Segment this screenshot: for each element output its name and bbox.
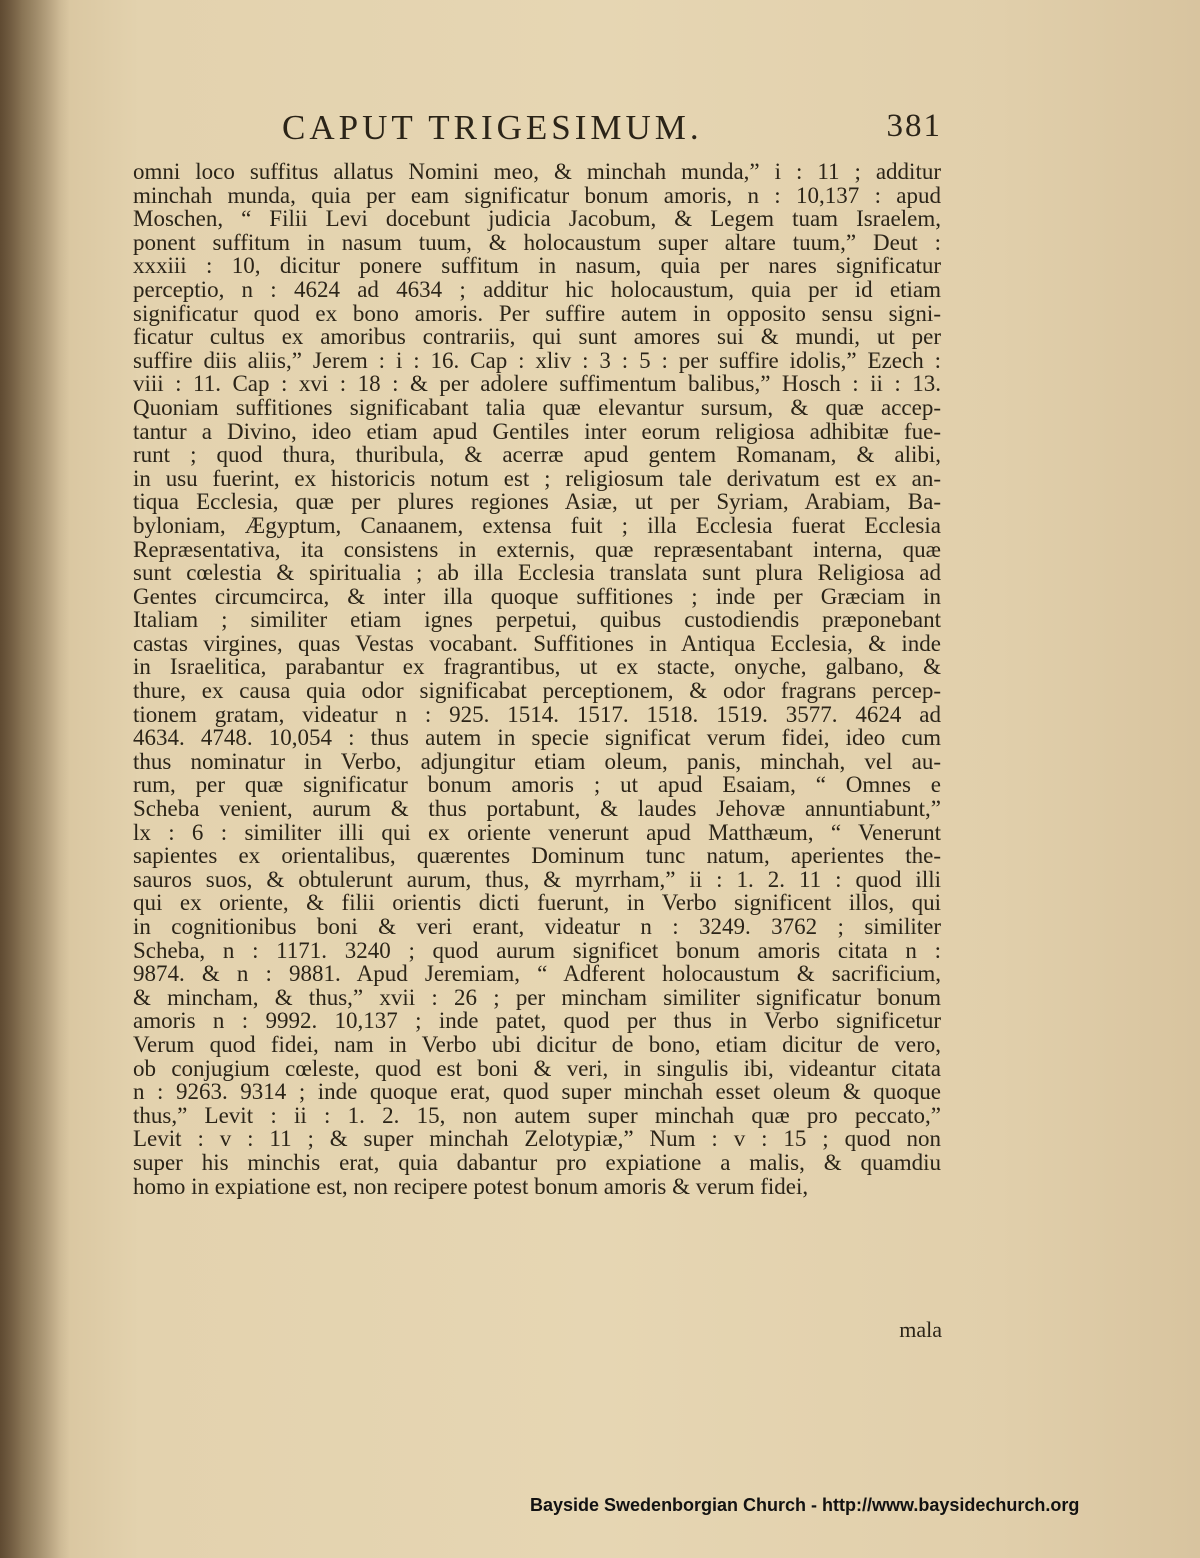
text-line: 4634. 4748. 10,054 : thus autem in specie significat verum fidei, ideo cum xyxy=(133,725,941,751)
text-line: tiqua Ecclesia, quæ per plures regiones Asiæ, ut per Syriam, Arabiam, Ba- xyxy=(133,489,941,515)
text-line: ob conjugium cœleste, quod est boni & veri, in singulis ibi, videantur citata xyxy=(133,1055,941,1081)
text-line: sunt cœlestia & spiritualia ; ab illa Ecclesia translata sunt plura Religiosa ad xyxy=(133,560,941,586)
text-line: suffire diis aliis,” Jerem : i : 16. Cap : xliv : 3 : 5 : per suffire idolis,” Ezech : xyxy=(133,347,941,373)
text-line: Scheba venient, aurum & thus portabunt, & laudes Jehovæ annuntiabunt,” xyxy=(133,796,941,822)
text-line: sauros suos, & obtulerunt aurum, thus, & myrrham,” ii : 1. 2. 11 : quod illi xyxy=(133,866,941,892)
text-line: castas virgines, quas Vestas vocabant. Suffitiones in Antiqua Ecclesia, & inde xyxy=(133,630,941,656)
text-line: Scheba, n : 1171. 3240 ; quod aurum significet bonum amoris citata n : xyxy=(133,937,941,963)
text-line: omni loco suffitus allatus Nomini meo, & minchah munda,” i : 11 ; additur xyxy=(133,159,941,184)
text-line: viii : 11. Cap : xvi : 18 : & per adolere suffimentum balibus,” Hosch : ii : 13. xyxy=(133,371,941,397)
text-line: thus nominatur in Verbo, adjungitur etiam oleum, panis, minchah, vel au- xyxy=(133,748,941,774)
text-line: Levit : v : 11 ; & super minchah Zelotypiæ,” Num : v : 15 ; quod non xyxy=(133,1126,941,1152)
text-line: super his minchis erat, quia dabantur pro expiatione a malis, & quamdiu xyxy=(133,1149,941,1175)
text-line: rum, per quæ significatur bonum amoris ; ut apud Esaiam, “ Omnes e xyxy=(133,772,941,798)
text-line: thure, ex causa quia odor significabat perceptionem, & odor fragrans percep- xyxy=(133,678,941,704)
running-title: CAPUT TRIGESIMUM. xyxy=(282,108,703,147)
text-line: in Israelitica, parabantur ex fragrantibus, ut ex stacte, onyche, galbano, & xyxy=(133,654,941,680)
text-line: tantur a Divino, ideo etiam apud Gentiles inter eorum religiosa adhibitæ fue- xyxy=(133,418,941,444)
text-line: lx : 6 : similiter illi qui ex oriente venerunt apud Matthæum, “ Venerunt xyxy=(133,819,941,845)
catchword: mala xyxy=(899,1317,942,1342)
running-head xyxy=(282,108,942,158)
text-line: qui ex oriente, & filii orientis dicti fuerunt, in Verbo significent illos, qui xyxy=(133,890,941,916)
text-line: Italiam ; similiter etiam ignes perpetui, quibus custodiendis præponebant xyxy=(133,607,941,633)
text-line: Repræsentativa, ita consistens in externis, quæ repræsentabant interna, quæ xyxy=(133,536,941,562)
watermark-text: Bayside Swedenborgian Church - http://www.baysidechurch.org xyxy=(530,1495,1080,1515)
text-line: Verum quod fidei, nam in Verbo ubi dicitur de bono, etiam dicitur de vero, xyxy=(133,1031,941,1057)
text-line: n : 9263. 9314 ; inde quoque erat, quod super minchah esset oleum & quoque xyxy=(133,1079,941,1105)
text-line: byloniam, Ægyptum, Canaanem, extensa fuit ; illa Ecclesia fuerat Ecclesia xyxy=(133,512,941,538)
text-line: homo in expiatione est, non recipere potest bonum amoris & verum fidei, xyxy=(133,1173,809,1199)
text-line: amoris n : 9992. 10,137 ; inde patet, quod per thus in Verbo significetur xyxy=(133,1008,941,1034)
text-line: significatur quod ex bono amoris. Per suffire autem in opposito sensu signi- xyxy=(133,300,941,326)
text-line: in cognitionibus boni & veri erant, videatur n : 3249. 3762 ; similiter xyxy=(133,914,941,939)
text-line: tionem gratam, videatur n : 925. 1514. 1517. 1518. 1519. 3577. 4624 ad xyxy=(133,701,941,727)
text-line: sapientes ex orientalibus, quærentes Dominum tunc natum, aperientes the- xyxy=(133,843,941,869)
text-line: runt ; quod thura, thuribula, & acerræ apud gentem Romanam, & alibi, xyxy=(133,442,941,468)
text-line: minchah munda, quia per eam significatur bonum amoris, n : 10,137 : apud xyxy=(133,182,941,208)
spine-shadow xyxy=(0,0,70,1558)
text-line: Quoniam suffitiones significabant talia quæ elevantur sursum, & quæ accep- xyxy=(133,394,941,420)
text-line: perceptio, n : 4624 ad 4634 ; additur hic holocaustum, quia per id etiam xyxy=(133,276,941,302)
text-line: Gentes circumcirca, & inter illa quoque suffitiones ; inde per Græciam in xyxy=(133,583,941,609)
text-line: xxxiii : 10, dicitur ponere suffitum in nasum, quia per nares significatur xyxy=(133,253,941,279)
text-line: & mincham, & thus,” xvii : 26 ; per mincham similiter significatur bonum xyxy=(133,984,941,1010)
text-line: ficatur cultus ex amoribus contrariis, qui sunt amores sui & mundi, ut per xyxy=(133,324,941,350)
body-text xyxy=(133,160,941,1198)
text-line: in usu fuerint, ex historicis notum est ; religiosum tale derivatum est ex an- xyxy=(133,465,941,491)
text-line: thus,” Levit : ii : 1. 2. 15, non autem super minchah quæ pro peccato,” xyxy=(133,1102,941,1128)
text-line: 9874. & n : 9881. Apud Jeremiam, “ Adferent holocaustum & sacrificium, xyxy=(133,961,941,987)
text-line: Moschen, “ Filii Levi docebunt judicia Jacobum, & Legem tuam Israelem, xyxy=(133,206,941,232)
text-line: ponent suffitum in nasum tuum, & holocaustum super altare tuum,” Deut : xyxy=(133,229,941,255)
page-number: 381 xyxy=(886,108,942,144)
